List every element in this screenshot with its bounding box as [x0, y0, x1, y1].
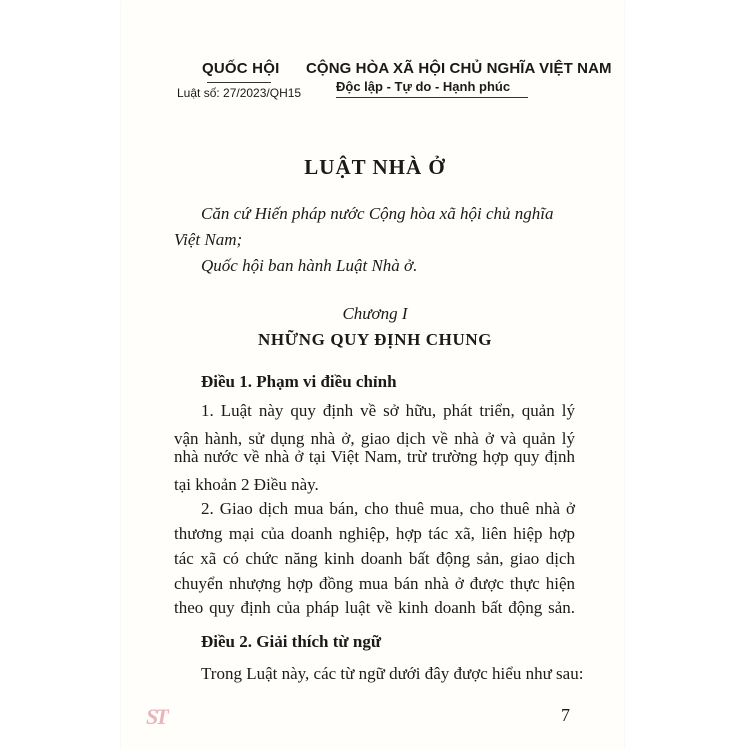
- law-title: LUẬT NHÀ Ở: [304, 155, 446, 179]
- article-1-line: tác xã có chức năng kinh doanh bất động sản, giao dịch: [174, 549, 575, 568]
- article-2-heading: Điều 2. Giải thích từ ngữ: [201, 632, 382, 651]
- preamble-line-2: Việt Nam;: [174, 230, 243, 249]
- motto-underline: [336, 97, 528, 98]
- issuer-underline: [207, 82, 271, 83]
- issuer-title: QUỐC HỘI: [202, 60, 280, 77]
- state-motto: Độc lập - Tự do - Hạnh phúc: [336, 79, 511, 94]
- article-1-line: nhà nước về nhà ở tại Việt Nam, trừ trường hợp quy định: [174, 447, 575, 466]
- article-1-line: 1. Luật này quy định về sở hữu, phát triển, quản lý: [201, 401, 575, 420]
- article-1-line: tại khoản 2 Điều này.: [174, 475, 319, 494]
- page-number: 7: [561, 705, 570, 725]
- law-number: Luật số: 27/2023/QH15: [177, 86, 302, 100]
- chapter-name: NHỮNG QUY ĐỊNH CHUNG: [257, 330, 493, 349]
- article-1-line: 2. Giao dịch mua bán, cho thuê mua, cho thuê nhà ở: [201, 499, 575, 518]
- article-1-line: thương mại của doanh nghiệp, hợp tác xã, liên hiệp hợp: [174, 524, 575, 543]
- article-2-line: Trong Luật này, các từ ngữ dưới đây được hiểu như sau:: [201, 664, 584, 683]
- chapter-label: Chương I: [342, 304, 408, 323]
- article-1-line: vận hành, sử dụng nhà ở, giao dịch về nhà ở và quản lý: [174, 429, 575, 448]
- state-title: CỘNG HÒA XÃ HỘI CHỦ NGHĨA VIỆT NAM: [306, 60, 612, 77]
- article-1-heading: Điều 1. Phạm vi điều chỉnh: [201, 372, 397, 391]
- preamble-line-3: Quốc hội ban hành Luật Nhà ở.: [201, 256, 418, 275]
- article-1-line: theo quy định của pháp luật về kinh doanh bất động sản.: [174, 598, 575, 617]
- preamble-line-1: Căn cứ Hiến pháp nước Cộng hòa xã hội chủ nghĩa: [201, 204, 554, 223]
- article-1-line: chuyển nhượng hợp đồng mua bán nhà ở được thực hiện: [174, 574, 575, 593]
- publisher-logo: ST: [146, 704, 166, 729]
